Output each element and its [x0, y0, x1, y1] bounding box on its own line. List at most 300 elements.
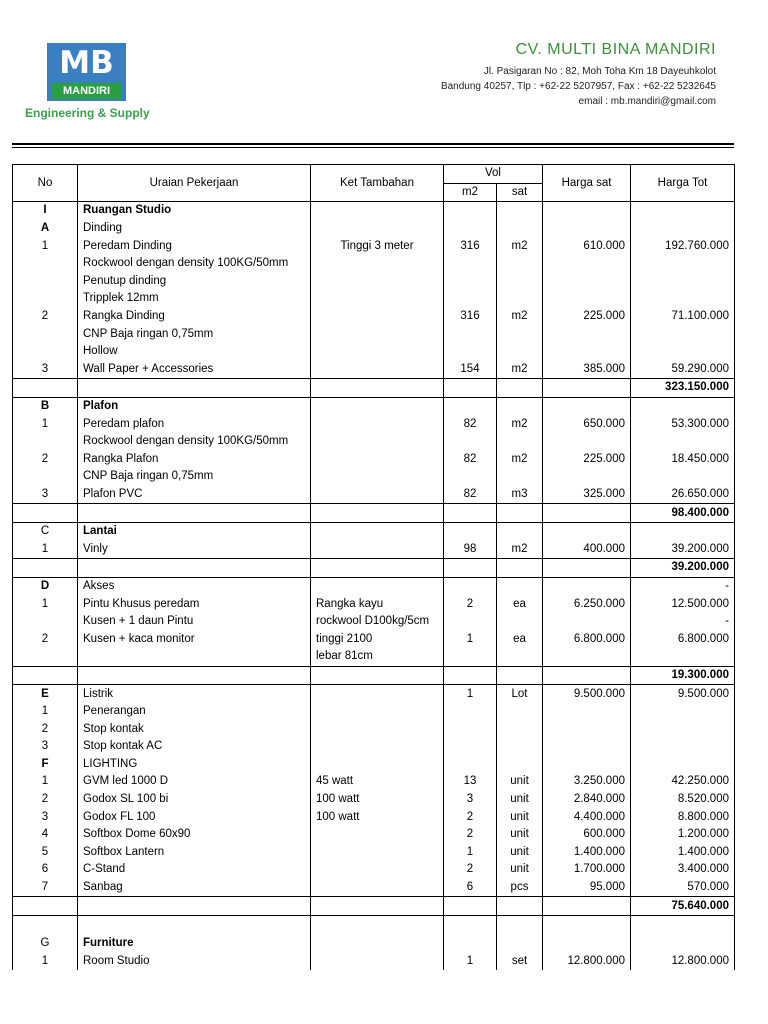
cell-ket: tinggi 2100 [311, 630, 444, 648]
cell-sat [497, 290, 543, 308]
subtotal-empty-cell [311, 559, 444, 578]
cell-vol [444, 738, 497, 756]
subtotal-empty-cell [543, 504, 631, 523]
cell-harga-sat: 6.800.000 [543, 630, 631, 648]
cell-uraian: Softbox Dome 60x90 [78, 826, 311, 844]
cell-harga-tot: 18.450.000 [631, 451, 735, 469]
cell-no [13, 648, 78, 666]
cell-sat [497, 738, 543, 756]
cell-ket [311, 255, 444, 273]
table-row [13, 273, 735, 291]
cell-sat: m2 [497, 308, 543, 326]
cell-vol [444, 468, 497, 486]
spacer-cell [497, 915, 543, 935]
cell-harga-tot [631, 343, 735, 361]
spacer-cell [543, 915, 631, 935]
cell-harga-sat: 9.500.000 [543, 685, 631, 703]
cell-uraian: Softbox Lantern [78, 844, 311, 862]
cell-ket: rockwool D100kg/5cm [311, 613, 444, 631]
cell-no: E [13, 685, 78, 703]
cell-harga-sat [543, 273, 631, 291]
table-row [13, 648, 735, 666]
subtotal-empty-cell [13, 897, 78, 916]
col-header-m2: m2 [444, 183, 497, 202]
cell-harga-sat: 325.000 [543, 486, 631, 504]
spacer-cell [13, 915, 78, 935]
spacer-cell [444, 915, 497, 935]
cell-no: D [13, 577, 78, 595]
cell-no: B [13, 397, 78, 415]
cell-uraian: Hollow [78, 343, 311, 361]
cell-vol: 316 [444, 237, 497, 255]
cell-vol [444, 577, 497, 595]
cell-no [13, 290, 78, 308]
cell-vol: 2 [444, 595, 497, 613]
table-row [13, 879, 735, 897]
company-logo [47, 43, 126, 101]
subtotal-empty-cell [311, 504, 444, 523]
cell-vol: 2 [444, 826, 497, 844]
cell-sat [497, 935, 543, 953]
table-row [13, 861, 735, 879]
cell-ket [311, 325, 444, 343]
cell-harga-sat: 2.840.000 [543, 791, 631, 809]
table-row [13, 808, 735, 826]
cell-sat: ea [497, 630, 543, 648]
cell-vol [444, 433, 497, 451]
cell-harga-sat [543, 522, 631, 540]
cell-sat [497, 648, 543, 666]
cell-ket [311, 826, 444, 844]
cell-harga-sat [543, 325, 631, 343]
cell-no: 2 [13, 720, 78, 738]
subtotal-empty-cell [444, 666, 497, 685]
subtotal-empty-cell [444, 504, 497, 523]
cell-sat [497, 577, 543, 595]
cell-harga-tot [631, 220, 735, 238]
cell-ket [311, 738, 444, 756]
cell-no: 3 [13, 361, 78, 379]
cell-uraian: Godox FL 100 [78, 808, 311, 826]
cell-no: 1 [13, 773, 78, 791]
cell-no: 1 [13, 953, 78, 971]
cell-vol [444, 648, 497, 666]
cell-harga-tot [631, 433, 735, 451]
cell-sat [497, 433, 543, 451]
cell-harga-sat [543, 343, 631, 361]
cell-no [13, 468, 78, 486]
subtotal-value: 19.300.000 [631, 666, 735, 685]
cell-vol [444, 397, 497, 415]
cell-harga-tot: - [631, 613, 735, 631]
cell-uraian: C-Stand [78, 861, 311, 879]
table-row [13, 773, 735, 791]
cell-harga-tot: 39.200.000 [631, 540, 735, 558]
cell-ket [311, 343, 444, 361]
table-row [13, 308, 735, 326]
table-row [13, 738, 735, 756]
subtotal-empty-cell [444, 897, 497, 916]
cell-vol [444, 522, 497, 540]
cell-ket [311, 756, 444, 774]
cell-harga-tot: 12.800.000 [631, 953, 735, 971]
subtotal-empty-cell [543, 897, 631, 916]
cell-ket [311, 935, 444, 953]
table-row [13, 595, 735, 613]
cell-uraian: Sanbag [78, 879, 311, 897]
cell-no: F [13, 756, 78, 774]
cell-harga-sat [543, 720, 631, 738]
cell-ket: 45 watt [311, 773, 444, 791]
cell-uraian: Tripplek 12mm [78, 290, 311, 308]
col-header-uraian: Uraian Pekerjaan [78, 165, 311, 202]
subtotal-empty-cell [497, 897, 543, 916]
subtotal-row [13, 559, 735, 578]
cell-harga-tot: 42.250.000 [631, 773, 735, 791]
cell-sat [497, 325, 543, 343]
cell-uraian: Rockwool dengan density 100KG/50mm [78, 433, 311, 451]
header-divider-thin [12, 147, 734, 148]
cell-harga-sat [543, 220, 631, 238]
cell-sat: Lot [497, 685, 543, 703]
cell-uraian: CNP Baja ringan 0,75mm [78, 325, 311, 343]
subtotal-value: 39.200.000 [631, 559, 735, 578]
cell-ket [311, 540, 444, 558]
subtotal-empty-cell [13, 559, 78, 578]
cell-harga-sat [543, 738, 631, 756]
table-header [13, 165, 735, 202]
cell-uraian: Dinding [78, 220, 311, 238]
cell-harga-sat [543, 613, 631, 631]
table-row [13, 397, 735, 415]
cell-ket: 100 watt [311, 808, 444, 826]
cell-vol: 154 [444, 361, 497, 379]
table-row [13, 361, 735, 379]
cell-vol: 1 [444, 844, 497, 862]
subtotal-row [13, 504, 735, 523]
cell-sat [497, 468, 543, 486]
cell-vol: 6 [444, 879, 497, 897]
cell-uraian: Lantai [78, 522, 311, 540]
cell-harga-sat [543, 255, 631, 273]
cell-harga-tot [631, 720, 735, 738]
cell-uraian: GVM led 1000 D [78, 773, 311, 791]
cell-ket [311, 486, 444, 504]
table-row [13, 935, 735, 953]
cell-uraian: Peredam plafon [78, 415, 311, 433]
cell-harga-tot: 9.500.000 [631, 685, 735, 703]
cell-ket [311, 577, 444, 595]
cell-harga-tot [631, 255, 735, 273]
spacer-cell [311, 915, 444, 935]
cell-vol: 2 [444, 808, 497, 826]
cell-uraian: Stop kontak AC [78, 738, 311, 756]
boq-table [12, 164, 735, 970]
subtotal-empty-cell [497, 379, 543, 398]
cell-harga-tot: 12.500.000 [631, 595, 735, 613]
cell-sat [497, 756, 543, 774]
cell-sat: unit [497, 844, 543, 862]
cell-vol [444, 343, 497, 361]
table-row [13, 486, 735, 504]
cell-harga-tot [631, 397, 735, 415]
cell-no: 4 [13, 826, 78, 844]
cell-ket: Rangka kayu [311, 595, 444, 613]
cell-no: 1 [13, 540, 78, 558]
cell-ket [311, 273, 444, 291]
subtotal-empty-cell [311, 897, 444, 916]
table-row [13, 720, 735, 738]
cell-ket [311, 685, 444, 703]
cell-vol [444, 756, 497, 774]
cell-sat [497, 720, 543, 738]
cell-harga-tot: 1.200.000 [631, 826, 735, 844]
cell-ket [311, 397, 444, 415]
table-row [13, 433, 735, 451]
table-row [13, 685, 735, 703]
header-divider [12, 143, 734, 145]
cell-sat [497, 273, 543, 291]
cell-harga-sat [543, 577, 631, 595]
cell-ket [311, 879, 444, 897]
company-email: email : mb.mandiri@gmail.com [578, 96, 716, 107]
cell-harga-sat: 95.000 [543, 879, 631, 897]
cell-uraian: Listrik [78, 685, 311, 703]
cell-sat: m2 [497, 415, 543, 433]
cell-vol: 2 [444, 861, 497, 879]
col-header-harga-sat: Harga sat [543, 165, 631, 202]
subtotal-empty-cell [13, 666, 78, 685]
cell-sat [497, 397, 543, 415]
cell-uraian [78, 648, 311, 666]
cell-harga-tot [631, 290, 735, 308]
table-row [13, 630, 735, 648]
logo-mb-text: MB [59, 45, 114, 81]
table-row [13, 255, 735, 273]
cell-sat: unit [497, 826, 543, 844]
cell-harga-sat [543, 290, 631, 308]
subtotal-empty-cell [543, 559, 631, 578]
cell-harga-tot: 26.650.000 [631, 486, 735, 504]
cell-no: 6 [13, 861, 78, 879]
cell-harga-tot: 59.290.000 [631, 361, 735, 379]
cell-vol: 316 [444, 308, 497, 326]
cell-sat [497, 613, 543, 631]
cell-uraian: Penutup dinding [78, 273, 311, 291]
cell-ket [311, 720, 444, 738]
cell-uraian: CNP Baja ringan 0,75mm [78, 468, 311, 486]
cell-ket [311, 308, 444, 326]
spacer-row [13, 915, 735, 935]
cell-uraian: Ruangan Studio [78, 202, 311, 220]
cell-uraian: Rangka Dinding [78, 308, 311, 326]
table-row [13, 791, 735, 809]
col-header-no: No [13, 165, 78, 202]
cell-uraian: Furniture [78, 935, 311, 953]
col-header-vol: Vol [444, 165, 543, 184]
cell-uraian: Plafon [78, 397, 311, 415]
cell-harga-tot [631, 756, 735, 774]
cell-sat [497, 202, 543, 220]
cell-no [13, 255, 78, 273]
spacer-cell [631, 915, 735, 935]
cell-harga-tot [631, 522, 735, 540]
cell-no: 2 [13, 630, 78, 648]
table-row [13, 703, 735, 721]
cell-no: 2 [13, 791, 78, 809]
subtotal-row [13, 666, 735, 685]
cell-harga-sat [543, 703, 631, 721]
cell-uraian: Godox SL 100 bi [78, 791, 311, 809]
cell-harga-tot [631, 202, 735, 220]
cell-ket [311, 433, 444, 451]
cell-harga-sat: 6.250.000 [543, 595, 631, 613]
cell-harga-tot: 53.300.000 [631, 415, 735, 433]
cell-uraian: Stop kontak [78, 720, 311, 738]
cell-vol: 82 [444, 486, 497, 504]
subtotal-empty-cell [543, 666, 631, 685]
table-body [13, 202, 735, 970]
subtotal-empty-cell [497, 666, 543, 685]
cell-no: 3 [13, 738, 78, 756]
cell-harga-sat: 650.000 [543, 415, 631, 433]
cell-ket [311, 522, 444, 540]
col-header-sat: sat [497, 183, 543, 202]
cell-uraian: Peredam Dinding [78, 237, 311, 255]
cell-harga-sat [543, 397, 631, 415]
cell-harga-sat: 225.000 [543, 451, 631, 469]
table-row [13, 522, 735, 540]
cell-sat: unit [497, 773, 543, 791]
cell-no [13, 433, 78, 451]
cell-ket [311, 451, 444, 469]
cell-vol [444, 720, 497, 738]
logo-tagline: Engineering & Supply [25, 106, 150, 120]
cell-vol [444, 202, 497, 220]
table-row [13, 756, 735, 774]
cell-no: 1 [13, 595, 78, 613]
subtotal-empty-cell [311, 379, 444, 398]
cell-vol [444, 703, 497, 721]
cell-sat [497, 220, 543, 238]
cell-sat: set [497, 953, 543, 971]
cell-ket [311, 953, 444, 971]
cell-vol [444, 290, 497, 308]
cell-vol [444, 273, 497, 291]
table-row [13, 577, 735, 595]
cell-ket: 100 watt [311, 791, 444, 809]
cell-no [13, 325, 78, 343]
cell-no: 2 [13, 451, 78, 469]
cell-uraian: LIGHTING [78, 756, 311, 774]
table-row [13, 343, 735, 361]
cell-ket [311, 468, 444, 486]
cell-ket [311, 220, 444, 238]
cell-sat: m2 [497, 540, 543, 558]
table-row [13, 451, 735, 469]
company-address-line2: Bandung 40257, Tlp : +62-22 5207957, Fax : +62-22 5232645 [440, 81, 716, 92]
table-row [13, 540, 735, 558]
cell-vol [444, 255, 497, 273]
cell-vol [444, 220, 497, 238]
col-header-harga-tot: Harga Tot [631, 165, 735, 202]
cell-uraian: Kusen + 1 daun Pintu [78, 613, 311, 631]
table-row [13, 844, 735, 862]
table-row [13, 202, 735, 220]
subtotal-empty-cell [13, 504, 78, 523]
cell-ket: Tinggi 3 meter [311, 237, 444, 255]
cell-harga-sat: 3.250.000 [543, 773, 631, 791]
cell-harga-tot [631, 738, 735, 756]
cell-ket [311, 202, 444, 220]
cell-no: 3 [13, 808, 78, 826]
cell-sat: unit [497, 808, 543, 826]
cell-harga-tot [631, 468, 735, 486]
cell-vol: 3 [444, 791, 497, 809]
cell-harga-sat: 12.800.000 [543, 953, 631, 971]
cell-vol: 1 [444, 953, 497, 971]
cell-harga-sat [543, 433, 631, 451]
cell-ket [311, 703, 444, 721]
subtotal-empty-cell [13, 379, 78, 398]
cell-sat: m2 [497, 237, 543, 255]
subtotal-empty-cell [78, 559, 311, 578]
cell-harga-tot [631, 648, 735, 666]
cell-harga-tot: - [631, 577, 735, 595]
cell-harga-sat [543, 648, 631, 666]
cell-vol: 82 [444, 451, 497, 469]
cell-harga-tot: 8.800.000 [631, 808, 735, 826]
subtotal-value: 75.640.000 [631, 897, 735, 916]
cell-sat [497, 255, 543, 273]
subtotal-empty-cell [444, 559, 497, 578]
subtotal-value: 323.150.000 [631, 379, 735, 398]
cell-sat: m3 [497, 486, 543, 504]
cell-harga-sat: 610.000 [543, 237, 631, 255]
cell-ket: lebar 81cm [311, 648, 444, 666]
cell-sat [497, 703, 543, 721]
cell-no: 1 [13, 703, 78, 721]
subtotal-value: 98.400.000 [631, 504, 735, 523]
cell-sat: unit [497, 791, 543, 809]
cell-sat: unit [497, 861, 543, 879]
cell-harga-tot: 71.100.000 [631, 308, 735, 326]
cell-harga-tot [631, 935, 735, 953]
cell-harga-sat [543, 202, 631, 220]
subtotal-empty-cell [497, 504, 543, 523]
subtotal-empty-cell [497, 559, 543, 578]
table-row [13, 826, 735, 844]
cell-uraian: Rangka Plafon [78, 451, 311, 469]
cell-vol: 1 [444, 685, 497, 703]
cell-no: C [13, 522, 78, 540]
cell-harga-sat [543, 468, 631, 486]
subtotal-empty-cell [78, 897, 311, 916]
cell-harga-sat: 600.000 [543, 826, 631, 844]
cell-harga-tot: 192.760.000 [631, 237, 735, 255]
cell-uraian: Vinly [78, 540, 311, 558]
cell-no [13, 613, 78, 631]
subtotal-empty-cell [444, 379, 497, 398]
cell-uraian: Pintu Khusus peredam [78, 595, 311, 613]
table-row [13, 237, 735, 255]
cell-uraian: Room Studio [78, 953, 311, 971]
subtotal-row [13, 897, 735, 916]
subtotal-empty-cell [78, 379, 311, 398]
cell-no: 5 [13, 844, 78, 862]
cell-ket [311, 290, 444, 308]
cell-no [13, 343, 78, 361]
